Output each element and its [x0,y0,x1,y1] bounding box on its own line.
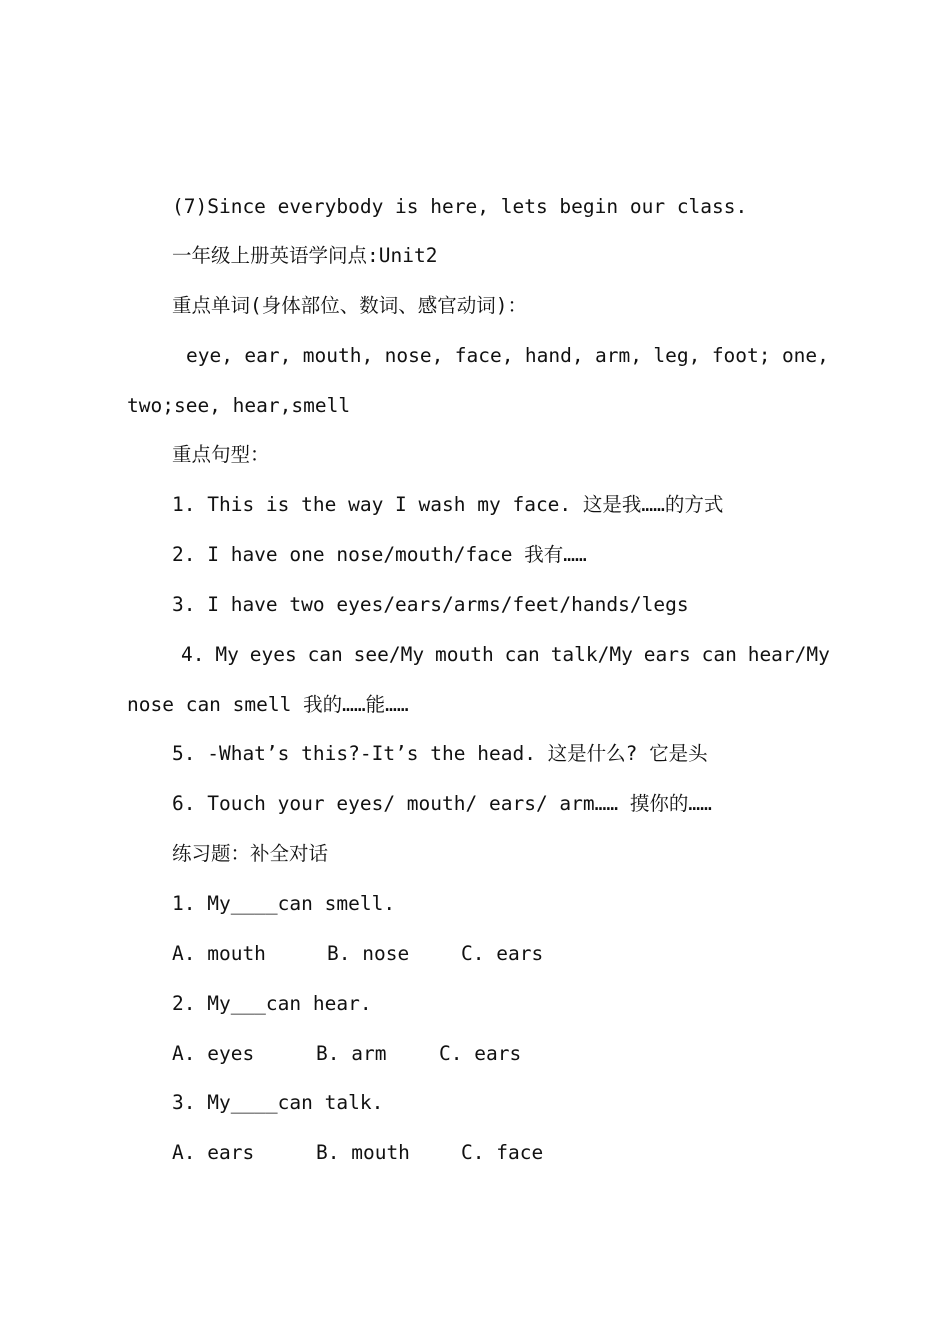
key-sentences-heading: 重点句型： [172,443,270,466]
sentence-1: 1. This is the way I wash my face. 这是我……的方式 [172,493,724,516]
key-words-line-1 [186,344,829,368]
word: arm, [595,344,642,367]
option-c: C. ears [461,942,544,965]
option-b: B. arm [316,1042,387,1065]
word: mouth, [302,344,374,367]
key-words-line-2: two;see, hear,smell [127,394,351,417]
option-a: A. eyes [172,1042,255,1065]
option-b: B. nose [327,942,410,965]
word: mouth [435,643,494,666]
question-3: 3. My____can talk. [172,1091,384,1114]
word: face, [454,344,514,367]
sentence-4-line-2: nose can smell 我的……能…… [127,693,409,716]
word: can [504,643,540,666]
word: eye, [186,344,233,367]
question-1: 1. My____can smell. [172,892,396,915]
word: see/My [353,643,425,666]
word: can [701,643,737,666]
word: nose, [384,344,444,367]
question-3-options [172,1141,543,1165]
sentence-6: 6. Touch your eyes/ mouth/ ears/ arm…… 摸你的…… [172,792,712,815]
word: hand, [524,344,584,367]
word: leg, [653,344,701,367]
word: ear, [244,344,292,367]
word: foot; [711,344,771,367]
sentence-3: 3. I have two eyes/ears/arms/feet/hands/legs [172,593,689,616]
option-a: A. ears [172,1141,255,1164]
unit-title: 一年级上册英语学问点:Unit2 [172,244,438,267]
sentence-4-line-1 [181,643,830,667]
word: can [307,643,343,666]
option-c: C. face [461,1141,544,1164]
option-b: B. mouth [316,1141,410,1164]
intro-sentence: (7)Since everybody is here, lets begin our class. [172,195,748,218]
word: one, [781,344,829,367]
word: My [215,643,239,666]
question-2-options [172,1042,521,1066]
word: ears [643,643,691,666]
word: hear/My [747,643,830,666]
question-2: 2. My___can hear. [172,992,372,1015]
option-a: A. mouth [172,942,266,965]
word: talk/My [550,643,633,666]
word: 4. [181,643,205,666]
word: eyes [249,643,297,666]
option-c: C. ears [439,1042,522,1065]
sentence-2: 2. I have one nose/mouth/face 我有…… [172,543,587,566]
exercise-heading: 练习题：补全对话 [172,842,329,865]
key-words-heading: 重点单词(身体部位、数词、感官动词)： [172,294,527,317]
question-1-options [172,942,543,966]
sentence-5: 5. -What’s this?-It’s the head. 这是什么? 它是头 [172,742,708,765]
